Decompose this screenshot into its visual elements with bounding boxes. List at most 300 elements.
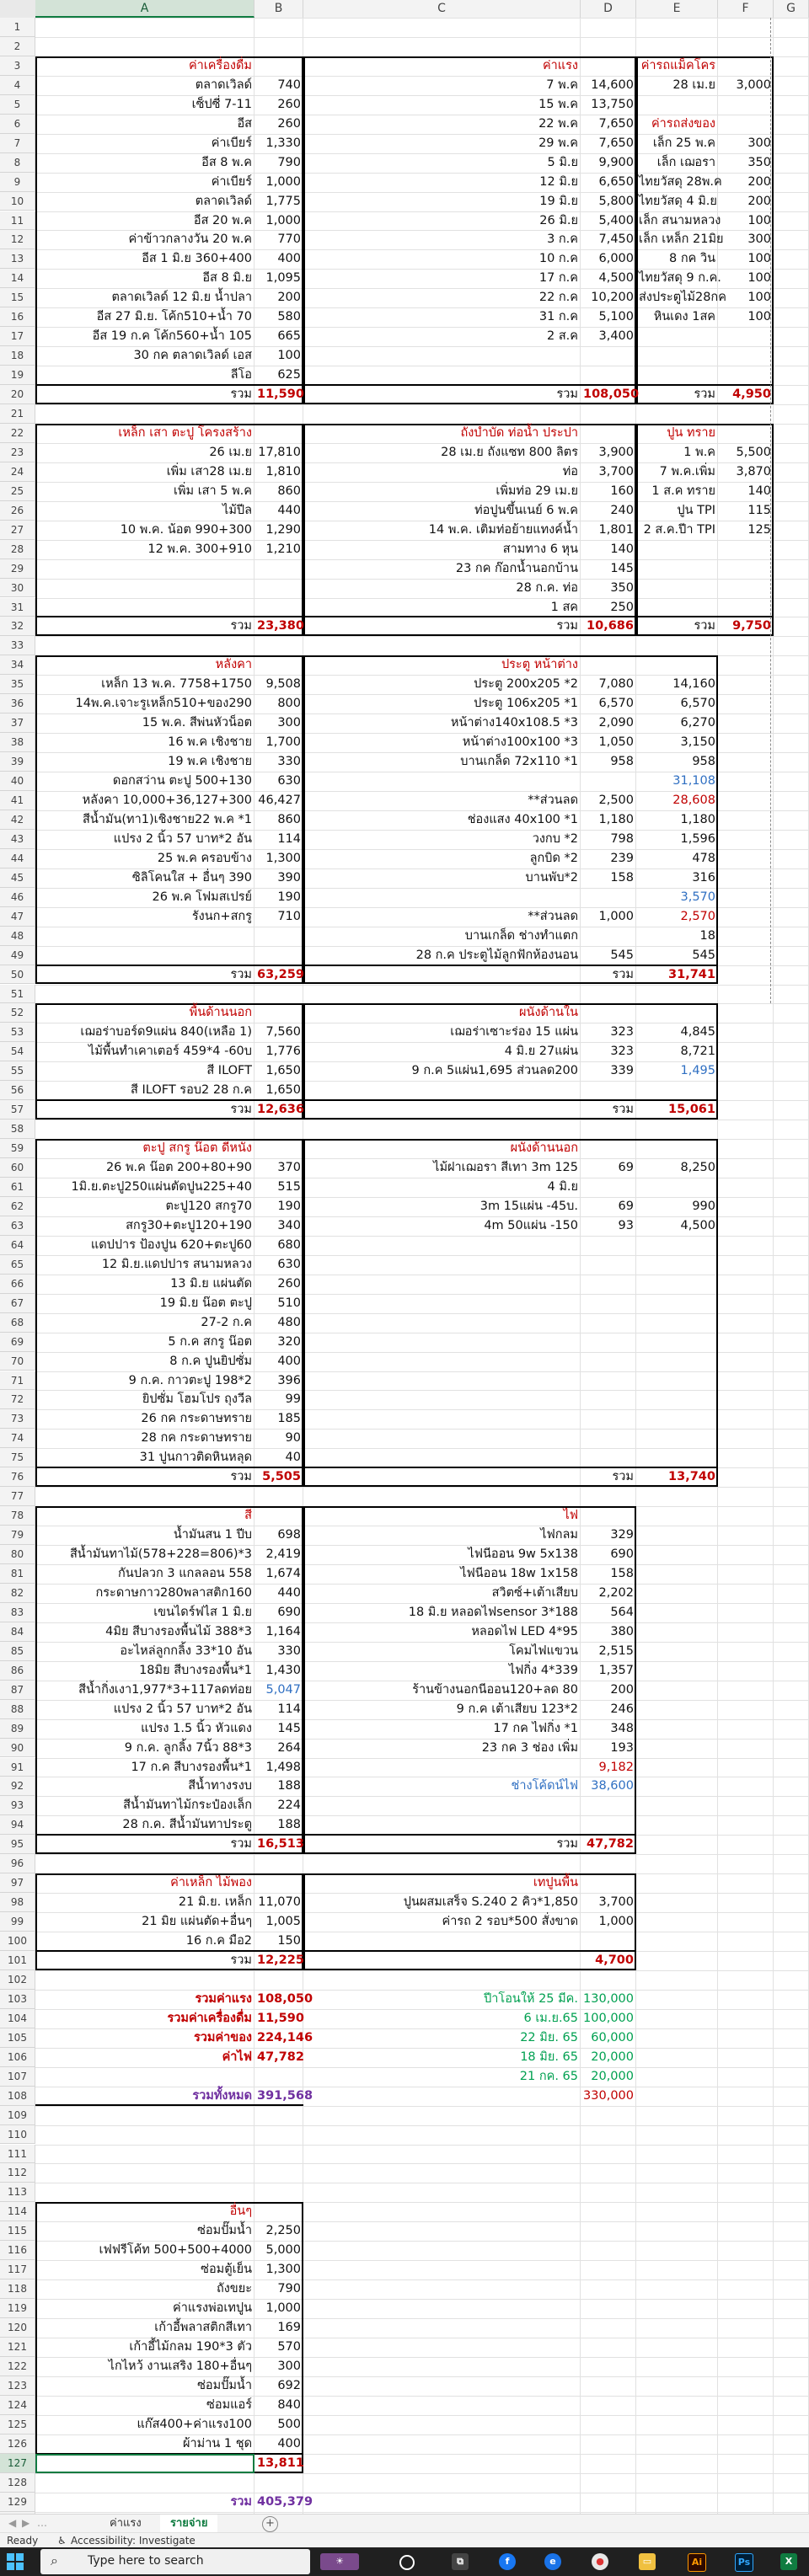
row-header[interactable]: 99 xyxy=(0,1912,35,1932)
cell-a116[interactable]: เฟฟรีโค้ท 500+500+4000 xyxy=(99,2243,252,2258)
taskbar-search-box[interactable] xyxy=(40,2549,310,2574)
cell-f9[interactable]: 200 xyxy=(747,174,771,189)
row-header[interactable]: 103 xyxy=(0,1990,35,2009)
cell-a36[interactable]: 14พ.ค.เจาะรูเหล็ก510+ของ290 xyxy=(75,697,252,711)
cell-c38[interactable]: หน้าต่าง100x100 *3 xyxy=(462,735,578,750)
cell-a11[interactable]: อีส 20 พ.ค xyxy=(193,213,252,227)
cell-c34[interactable]: ประตู หน้าต่าง xyxy=(501,658,578,672)
cell-c13[interactable]: 10 ก.ค xyxy=(538,252,578,266)
row-header[interactable]: 58 xyxy=(0,1120,35,1139)
cell-b16[interactable]: 580 xyxy=(277,310,301,324)
cell-a38[interactable]: 16 พ.ค เชิงชาย xyxy=(168,735,252,750)
cell-c97[interactable]: เทปูนพื้น xyxy=(533,1876,578,1890)
cell-a80[interactable]: สีน้ำมันทาไม้(578+228=806)*3 xyxy=(69,1547,252,1562)
row-header[interactable]: 62 xyxy=(0,1197,35,1216)
cell-d39[interactable]: 958 xyxy=(610,755,634,769)
row-header[interactable]: 7 xyxy=(0,134,35,153)
cell-f26[interactable]: 115 xyxy=(747,503,771,517)
row-header[interactable]: 89 xyxy=(0,1719,35,1739)
cell-c37[interactable]: หน้าต่าง140x108.5 *3 xyxy=(450,716,578,730)
sheet-tab-expenses[interactable]: รายจ่าย xyxy=(160,2515,217,2534)
row-header[interactable]: 76 xyxy=(0,1467,35,1487)
row-header[interactable]: 25 xyxy=(0,482,35,501)
cell-a82[interactable]: กระดาษกาว280พลาสติก160 xyxy=(95,1585,252,1600)
cell-e23[interactable]: 1 พ.ค xyxy=(683,445,715,459)
cell-a95[interactable]: รวม xyxy=(230,1837,252,1852)
row-header[interactable]: 66 xyxy=(0,1275,35,1294)
cell-c17[interactable]: 2 ส.ค xyxy=(547,329,578,344)
cell-f20[interactable]: 4,950 xyxy=(732,387,771,402)
cell-c41[interactable]: **ส่วนลด xyxy=(528,794,578,807)
cell-e13[interactable]: 8 กค วิน xyxy=(669,252,715,266)
cell-c14[interactable]: 17 ก.ค xyxy=(538,271,578,286)
cell-b94[interactable]: 188 xyxy=(277,1818,301,1832)
facebook-icon[interactable]: f xyxy=(499,2553,516,2570)
row-header[interactable]: 122 xyxy=(0,2357,35,2376)
cell-b98[interactable]: 11,070 xyxy=(258,1895,301,1910)
cell-b56[interactable]: 1,650 xyxy=(265,1083,301,1098)
cell-a81[interactable]: กันปลวก 3 แกลลอน 558 xyxy=(118,1567,252,1580)
row-header[interactable]: 1 xyxy=(0,18,35,37)
cell-f14[interactable]: 100 xyxy=(747,271,771,286)
row-header[interactable]: 78 xyxy=(0,1506,35,1526)
cell-c3[interactable]: ค่าแรง xyxy=(542,58,578,72)
cell-a22[interactable]: เหล็ก เสา ตะปู โครงสร้าง xyxy=(118,425,252,440)
cell-c36[interactable]: ประตู 106x205 *1 xyxy=(474,697,578,711)
cell-a90[interactable]: 9 ก.ค. ลูกลิ้ง 7นิ้ว 88*3 xyxy=(124,1740,252,1755)
cell-a4[interactable]: ตลาดเวิลด์ xyxy=(195,77,252,92)
cell-d12[interactable]: 7,450 xyxy=(598,232,634,247)
cell-c80[interactable]: ไฟนีออน 9w 5x138 xyxy=(468,1547,578,1562)
row-header[interactable]: 45 xyxy=(0,868,35,888)
cell-d27[interactable]: 1,801 xyxy=(598,522,634,537)
cell-b104[interactable]: 11,590 xyxy=(257,2011,304,2025)
column-header-b[interactable]: B xyxy=(254,0,303,18)
row-header[interactable]: 73 xyxy=(0,1409,35,1429)
cell-d5[interactable]: 13,750 xyxy=(591,97,634,111)
cell-a78[interactable]: สี xyxy=(244,1509,252,1523)
cell-a76[interactable]: รวม xyxy=(230,1470,252,1484)
cell-d99[interactable]: 1,000 xyxy=(598,1915,634,1929)
row-header[interactable]: 128 xyxy=(0,2473,35,2493)
cell-a75[interactable]: 31 ปูนกาวติดหินหลุด xyxy=(139,1451,252,1465)
cell-a126[interactable]: ผ้าม่าน 1 ชุด xyxy=(183,2436,252,2450)
cell-b120[interactable]: 169 xyxy=(277,2321,301,2335)
row-header[interactable]: 83 xyxy=(0,1603,35,1622)
row-header[interactable]: 46 xyxy=(0,888,35,907)
cell-a14[interactable]: อีส 8 มิ.ย xyxy=(202,271,252,286)
cell-b106[interactable]: 47,782 xyxy=(257,2050,304,2064)
column-header-f[interactable]: F xyxy=(718,0,774,18)
cell-b53[interactable]: 7,560 xyxy=(265,1025,301,1039)
cell-a61[interactable]: 1มิ.ย.ตะปู250แผ่นตัดปูน225+40 xyxy=(71,1180,252,1194)
cell-b86[interactable]: 1,430 xyxy=(265,1663,301,1677)
cell-e35[interactable]: 14,160 xyxy=(672,677,715,692)
cell-d49[interactable]: 545 xyxy=(610,948,634,962)
row-header[interactable]: 123 xyxy=(0,2376,35,2396)
cell-b90[interactable]: 264 xyxy=(277,1740,301,1755)
cell-c107[interactable]: 21 กค. 65 xyxy=(519,2069,578,2083)
cell-a83[interactable]: เขนไดร์ฟไส 1 มิ.ย xyxy=(153,1605,252,1619)
cell-e12[interactable]: เล็ก เหล็ก 21มิย xyxy=(639,232,724,247)
cell-a5[interactable]: เซ็ปซี่ 7-11 xyxy=(191,97,252,111)
cell-a70[interactable]: 8 ก.ค ปูนยิปซั่ม xyxy=(169,1354,252,1368)
cell-c105[interactable]: 22 มิย. 65 xyxy=(520,2030,578,2044)
cell-e27[interactable]: 2 ส.ค.ปีา TPI xyxy=(643,522,715,537)
cell-b91[interactable]: 1,498 xyxy=(265,1760,301,1774)
cell-d15[interactable]: 10,200 xyxy=(591,291,634,305)
cell-c89[interactable]: 17 กค ไฟกิ่ง *1 xyxy=(493,1721,578,1735)
cell-f24[interactable]: 3,870 xyxy=(736,464,771,478)
cell-d43[interactable]: 798 xyxy=(610,831,634,846)
cell-c79[interactable]: ไฟกลม xyxy=(540,1528,578,1542)
row-header[interactable]: 90 xyxy=(0,1739,35,1758)
cell-a27[interactable]: 10 พ.ค. น้อต 990+300 xyxy=(120,522,252,537)
weather-widget-icon[interactable]: ☀ xyxy=(320,2553,359,2570)
accessibility-status[interactable]: Accessibility: Investigate xyxy=(71,2535,196,2547)
cell-c62[interactable]: 3m 15แผ่น -45บ. xyxy=(480,1199,578,1213)
row-header[interactable]: 120 xyxy=(0,2318,35,2338)
cell-c48[interactable]: บานเกล็ด ช่างทำแตก xyxy=(464,928,578,943)
cell-e32[interactable]: รวม xyxy=(694,619,715,633)
cell-d45[interactable]: 158 xyxy=(610,870,634,884)
cell-b95[interactable]: 16,513 xyxy=(257,1837,304,1852)
cell-d24[interactable]: 3,700 xyxy=(598,464,634,478)
cell-e26[interactable]: ปูน TPI xyxy=(677,503,715,517)
cell-d87[interactable]: 200 xyxy=(610,1682,634,1697)
cell-d14[interactable]: 4,500 xyxy=(598,271,634,286)
cell-b50[interactable]: 63,259 xyxy=(257,967,304,981)
cell-a93[interactable]: สีน้ำมันทาไม้กระป๋องเล็ก xyxy=(123,1798,252,1813)
cell-d26[interactable]: 240 xyxy=(610,503,634,517)
cell-c54[interactable]: 4 มิ.ย 27แผ่น xyxy=(504,1045,578,1059)
cell-a54[interactable]: ไม้พื้นทำเคาเตอร์ 459*4 -60บ xyxy=(88,1045,252,1059)
cell-b66[interactable]: 260 xyxy=(277,1276,301,1291)
cell-c106[interactable]: 18 มิย. 65 xyxy=(520,2050,578,2064)
cell-b68[interactable]: 480 xyxy=(277,1315,301,1329)
cell-e10[interactable]: ไทยวัสดุ 4 มิ.ย xyxy=(639,194,717,208)
cell-c99[interactable]: ค่ารถ 2 รอบ*500 สั่งขาด xyxy=(442,1915,578,1929)
row-header[interactable]: 117 xyxy=(0,2260,35,2279)
cell-c95[interactable]: รวม xyxy=(556,1837,578,1852)
cell-d42[interactable]: 1,180 xyxy=(598,812,634,826)
cell-c24[interactable]: ท่อ xyxy=(562,464,578,478)
cell-b45[interactable]: 390 xyxy=(277,870,301,884)
row-header[interactable]: 82 xyxy=(0,1584,35,1603)
cell-e48[interactable]: 18 xyxy=(699,928,715,943)
row-header[interactable]: 80 xyxy=(0,1545,35,1564)
cell-a20[interactable]: รวม xyxy=(230,387,252,402)
cell-d92[interactable]: 38,600 xyxy=(591,1779,634,1793)
row-header[interactable]: 124 xyxy=(0,2396,35,2415)
prev-sheet-icon[interactable]: ◀ xyxy=(8,2517,17,2529)
cell-d80[interactable]: 690 xyxy=(610,1547,634,1562)
row-header[interactable]: 59 xyxy=(0,1139,35,1158)
cell-a84[interactable]: 4มิย สีบางรองพื้นไม้ 388*3 xyxy=(105,1624,252,1638)
cell-d104[interactable]: 100,000 xyxy=(583,2011,634,2025)
cell-c47[interactable]: **ส่วนลด xyxy=(528,909,578,923)
cell-a15[interactable]: ตลาดเวิลด์ 12 มิ.ย น้ำปลา xyxy=(111,291,252,305)
cell-a89[interactable]: แปรง 1.5 นิ้ว หัวแดง xyxy=(141,1721,252,1735)
cell-c85[interactable]: โคมไฟแขวน xyxy=(509,1643,578,1658)
cell-a88[interactable]: แปรง 2 นิ้ว 57 บาท*2 อัน xyxy=(113,1702,252,1716)
row-header[interactable]: 81 xyxy=(0,1564,35,1584)
cell-a101[interactable]: รวม xyxy=(230,1953,252,1967)
cell-d82[interactable]: 2,202 xyxy=(598,1585,634,1600)
cell-a62[interactable]: ตะปู120 สกรู70 xyxy=(165,1199,252,1213)
row-header[interactable]: 100 xyxy=(0,1932,35,1951)
cell-f32[interactable]: 9,750 xyxy=(732,619,771,633)
row-header[interactable]: 6 xyxy=(0,115,35,134)
cell-c49[interactable]: 28 ก.ค ประตูไม้ลูกฟักห้องนอน xyxy=(415,948,578,962)
cell-a68[interactable]: 27-2 ก.ค xyxy=(201,1315,252,1329)
cell-b36[interactable]: 800 xyxy=(277,697,301,711)
cell-c6[interactable]: 22 พ.ค xyxy=(538,116,578,131)
cell-a52[interactable]: พื้นด้านนอก xyxy=(189,1006,252,1020)
cell-c53[interactable]: เฌอร่าเซาะร่อง 15 แผ่น xyxy=(450,1025,578,1039)
cell-a106[interactable]: ค่าไฟ xyxy=(222,2050,252,2064)
cell-b25[interactable]: 860 xyxy=(277,484,301,498)
cell-c4[interactable]: 7 พ.ค xyxy=(546,77,578,92)
cell-b115[interactable]: 2,250 xyxy=(265,2224,301,2238)
cell-c59[interactable]: ผนังด้านนอก xyxy=(510,1141,578,1156)
cell-b41[interactable]: 46,427 xyxy=(258,794,301,807)
cell-d11[interactable]: 5,400 xyxy=(598,213,634,227)
cell-a94[interactable]: 28 ก.ค. สีน้ำมันทาประตู xyxy=(122,1818,252,1832)
row-header[interactable]: 65 xyxy=(0,1255,35,1275)
cell-c103[interactable]: ปีาโอนให้ 25 มีค. xyxy=(484,1991,578,2006)
more-sheets-icon[interactable]: … xyxy=(37,2517,47,2529)
cell-d37[interactable]: 2,090 xyxy=(598,716,634,730)
cell-b70[interactable]: 400 xyxy=(277,1354,301,1368)
cell-f16[interactable]: 100 xyxy=(747,310,771,324)
cell-e42[interactable]: 1,180 xyxy=(680,812,715,826)
cell-b20[interactable]: 11,590 xyxy=(257,387,304,402)
cell-a16[interactable]: อีส 27 มิ.ย. โค้ก510+น้ำ 70 xyxy=(96,310,252,324)
cell-e38[interactable]: 3,150 xyxy=(680,735,715,750)
cell-d91[interactable]: 9,182 xyxy=(598,1760,634,1774)
cell-a125[interactable]: แก๊ส400+ค่าแรง100 xyxy=(137,2417,252,2431)
cell-e47[interactable]: 2,570 xyxy=(680,909,715,923)
row-header[interactable]: 33 xyxy=(0,636,35,655)
edge-icon[interactable]: e xyxy=(544,2553,561,2570)
cell-a105[interactable]: รวมค่าของ xyxy=(193,2030,252,2044)
cell-f11[interactable]: 100 xyxy=(747,213,771,227)
row-header[interactable]: 104 xyxy=(0,2009,35,2028)
cell-d44[interactable]: 239 xyxy=(610,851,634,865)
row-header[interactable]: 22 xyxy=(0,424,35,443)
cell-e3[interactable]: ค่ารถแม็คโคร xyxy=(640,58,715,72)
row-header[interactable]: 5 xyxy=(0,95,35,115)
cell-b93[interactable]: 224 xyxy=(277,1798,301,1813)
cell-a114[interactable]: อื่นๆ xyxy=(229,2205,252,2219)
cell-a118[interactable]: ถังขยะ xyxy=(216,2282,252,2296)
cell-e24[interactable]: 7 พ.ค.เพิ่ม xyxy=(659,464,715,478)
cell-b74[interactable]: 90 xyxy=(285,1431,301,1446)
cell-d50[interactable]: รวม xyxy=(612,967,634,981)
cell-b92[interactable]: 188 xyxy=(277,1779,301,1793)
cell-c20[interactable]: รวม xyxy=(556,387,578,402)
row-header[interactable]: 72 xyxy=(0,1390,35,1409)
cell-d98[interactable]: 3,700 xyxy=(598,1895,634,1910)
cell-d55[interactable]: 339 xyxy=(610,1064,634,1078)
cell-a34[interactable]: หลังคา xyxy=(215,658,252,672)
row-header[interactable]: 108 xyxy=(0,2087,35,2106)
cell-b73[interactable]: 185 xyxy=(277,1412,301,1426)
cell-a13[interactable]: อีส 1 มิ.ย 360+400 xyxy=(142,252,252,266)
cell-c39[interactable]: บานเกล็ด 72x110 *1 xyxy=(460,755,578,769)
cell-a71[interactable]: 9 ก.ค. กาวตะปู 198*2 xyxy=(128,1373,252,1387)
row-header[interactable]: 28 xyxy=(0,540,35,559)
row-header[interactable]: 71 xyxy=(0,1371,35,1391)
row-header[interactable]: 67 xyxy=(0,1294,35,1313)
cell-b81[interactable]: 1,674 xyxy=(265,1567,301,1580)
cell-a74[interactable]: 28 กค กระดาษทราย xyxy=(141,1431,252,1446)
cell-e20[interactable]: รวม xyxy=(694,387,715,402)
row-header[interactable]: 14 xyxy=(0,269,35,288)
cell-f12[interactable]: 300 xyxy=(747,232,771,247)
cell-b10[interactable]: 1,775 xyxy=(265,194,301,208)
illustrator-icon[interactable]: Ai xyxy=(688,2553,706,2572)
row-header[interactable]: 4 xyxy=(0,76,35,95)
cell-a64[interactable]: แดปปาร ป้องปูน 620+ตะปู60 xyxy=(90,1237,252,1252)
cell-a45[interactable]: ซิลิโคนใส + อื่นๆ 390 xyxy=(131,870,252,884)
cell-d88[interactable]: 246 xyxy=(610,1702,634,1716)
cell-d36[interactable]: 6,570 xyxy=(598,697,634,711)
cell-d53[interactable]: 323 xyxy=(610,1025,634,1039)
row-header[interactable]: 29 xyxy=(0,559,35,579)
cell-d23[interactable]: 3,900 xyxy=(598,445,634,459)
cell-d9[interactable]: 6,650 xyxy=(598,174,634,189)
row-header[interactable]: 93 xyxy=(0,1796,35,1815)
cell-e49[interactable]: 545 xyxy=(692,948,715,962)
cell-f15[interactable]: 100 xyxy=(747,291,771,305)
row-header[interactable]: 32 xyxy=(0,617,35,636)
cell-a73[interactable]: 26 กค กระดาษทราย xyxy=(141,1412,252,1426)
row-header[interactable]: 129 xyxy=(0,2493,35,2512)
cell-b8[interactable]: 790 xyxy=(277,155,301,169)
cell-a37[interactable]: 15 พ.ค. สีพ่นหัวน็อต xyxy=(142,716,252,730)
column-header-g[interactable]: G xyxy=(774,0,809,18)
cell-d17[interactable]: 3,400 xyxy=(598,329,634,344)
cell-b105[interactable]: 224,146 xyxy=(257,2030,313,2044)
cell-d106[interactable]: 20,000 xyxy=(591,2050,634,2064)
cell-c63[interactable]: 4m 50แผ่น -150 xyxy=(484,1218,578,1232)
cell-e50[interactable]: 31,741 xyxy=(668,967,715,981)
cell-d4[interactable]: 14,600 xyxy=(591,77,634,92)
cell-a32[interactable]: รวม xyxy=(230,619,252,633)
windows-start-icon[interactable] xyxy=(7,2553,24,2570)
row-header[interactable]: 64 xyxy=(0,1236,35,1255)
cell-d35[interactable]: 7,080 xyxy=(598,677,634,692)
cell-a117[interactable]: ซ่อมตู้เย็น xyxy=(201,2263,252,2277)
cell-e55[interactable]: 1,495 xyxy=(680,1064,715,1078)
cell-b35[interactable]: 9,508 xyxy=(265,677,301,692)
cell-a121[interactable]: เก้าอี้ไม้กลม 190*3 ตัว xyxy=(129,2340,252,2354)
cell-e36[interactable]: 6,570 xyxy=(680,697,715,711)
cell-a86[interactable]: 18มิย สีบางรองพื้น*1 xyxy=(139,1663,252,1677)
cell-c8[interactable]: 5 มิ.ย xyxy=(547,155,578,169)
cell-d81[interactable]: 158 xyxy=(610,1567,634,1580)
cell-c61[interactable]: 4 มิ.ย xyxy=(547,1180,578,1194)
row-header[interactable]: 17 xyxy=(0,327,35,346)
row-header[interactable]: 8 xyxy=(0,153,35,173)
cell-d16[interactable]: 5,100 xyxy=(598,310,634,324)
cell-e7[interactable]: เล็ก 25 พ.ค xyxy=(652,136,715,150)
row-header[interactable]: 13 xyxy=(0,249,35,269)
row-header[interactable]: 109 xyxy=(0,2106,35,2125)
row-header[interactable]: 74 xyxy=(0,1429,35,1448)
cell-b82[interactable]: 440 xyxy=(277,1585,301,1600)
row-header[interactable]: 11 xyxy=(0,211,35,231)
cell-f4[interactable]: 3,000 xyxy=(736,77,771,92)
cell-b69[interactable]: 320 xyxy=(277,1334,301,1349)
cell-a98[interactable]: 21 มิ.ย. เหล็ก xyxy=(178,1895,252,1910)
row-header[interactable]: 35 xyxy=(0,675,35,694)
cell-a104[interactable]: รวมค่าเครื่องดื่ม xyxy=(167,2011,252,2025)
cell-e9[interactable]: ไทยวัสดุ 28พ.ค xyxy=(639,174,722,189)
row-header[interactable]: 34 xyxy=(0,655,35,675)
cell-a60[interactable]: 26 พ.ค น๊อต 200+80+90 xyxy=(105,1161,252,1175)
cell-a17[interactable]: อีส 19 ก.ค โค้ก560+น้ำ 105 xyxy=(92,329,252,344)
cell-d84[interactable]: 380 xyxy=(610,1624,634,1638)
cell-e11[interactable]: เล็ก สนามหลวง xyxy=(639,213,721,227)
cell-a9[interactable]: ค่าเบียร์ xyxy=(211,174,252,189)
cell-a40[interactable]: ดอกสว่าน ตะปู 500+130 xyxy=(112,774,252,788)
cell-e43[interactable]: 1,596 xyxy=(680,831,715,846)
cell-a42[interactable]: สีน้ำมัน(ทา1)เชิงชาย22 พ.ค *1 xyxy=(83,812,252,826)
cell-b6[interactable]: 260 xyxy=(277,116,301,131)
cell-b125[interactable]: 500 xyxy=(277,2417,301,2431)
cell-d32[interactable]: 10,686 xyxy=(587,619,634,633)
cell-d60[interactable]: 69 xyxy=(618,1161,634,1175)
row-header[interactable]: 50 xyxy=(0,965,35,985)
cell-b85[interactable]: 330 xyxy=(277,1643,301,1658)
cell-c5[interactable]: 15 พ.ค xyxy=(538,97,578,111)
cell-c27[interactable]: 14 พ.ค. เติมท่อย้ายแทงค์น้ำ xyxy=(428,522,578,537)
cell-a35[interactable]: เหล็ก 13 พ.ค. 7758+1750 xyxy=(101,677,252,692)
column-header-c[interactable]: C xyxy=(303,0,581,18)
cell-d30[interactable]: 350 xyxy=(610,580,634,595)
cell-d85[interactable]: 2,515 xyxy=(598,1643,634,1658)
row-header[interactable]: 112 xyxy=(0,2163,35,2183)
row-header[interactable]: 37 xyxy=(0,713,35,733)
cell-b5[interactable]: 260 xyxy=(277,97,301,111)
row-header[interactable]: 70 xyxy=(0,1352,35,1371)
cell-e44[interactable]: 478 xyxy=(692,851,715,865)
cell-b121[interactable]: 570 xyxy=(277,2340,301,2354)
row-header[interactable]: 92 xyxy=(0,1777,35,1796)
row-header[interactable]: 60 xyxy=(0,1158,35,1178)
cell-e40[interactable]: 31,108 xyxy=(672,774,715,788)
cell-c22[interactable]: ถังบำบัด ท่อน้ำ ประปา xyxy=(460,425,578,440)
row-header[interactable]: 105 xyxy=(0,2028,35,2048)
column-header-a[interactable]: A xyxy=(35,0,254,18)
cell-b119[interactable]: 1,000 xyxy=(265,2301,301,2316)
row-header[interactable]: 18 xyxy=(0,346,35,366)
cell-a28[interactable]: 12 พ.ค. 300+910 xyxy=(147,542,252,556)
cell-a39[interactable]: 19 พ.ค เชิงชาย xyxy=(168,755,252,769)
cell-b75[interactable]: 40 xyxy=(285,1451,301,1465)
row-header[interactable]: 36 xyxy=(0,694,35,713)
cell-b124[interactable]: 840 xyxy=(277,2397,301,2412)
cell-c44[interactable]: ลูกบิด *2 xyxy=(529,851,578,865)
cell-e53[interactable]: 4,845 xyxy=(680,1025,715,1039)
cell-b61[interactable]: 515 xyxy=(277,1180,301,1194)
cell-d95[interactable]: 47,782 xyxy=(587,1837,634,1852)
cell-b23[interactable]: 17,810 xyxy=(258,445,301,459)
cell-a129[interactable]: รวม xyxy=(230,2494,252,2509)
